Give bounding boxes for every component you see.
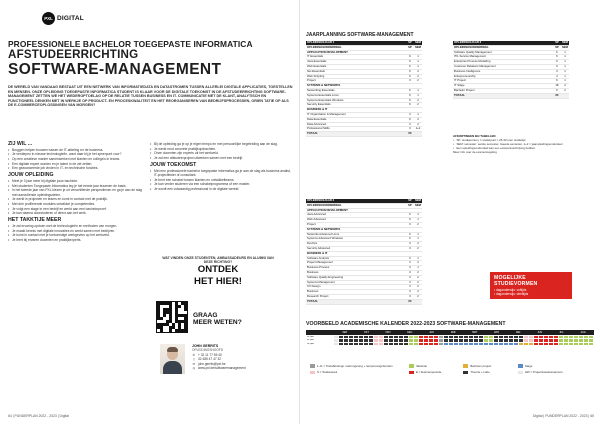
course-name-cell: Networks Advanced Linux <box>306 232 406 237</box>
credits-cell: 3 <box>406 246 414 251</box>
legend-label: Theorie + Labo <box>470 370 490 375</box>
course-name-cell: Research Project <box>306 294 406 299</box>
credits-cell: SP <box>553 41 561 45</box>
web-icon: ◎ <box>192 366 196 371</box>
list-item: • Op een creatieve manier samenwerken met klanten en collega's in teams. <box>8 157 143 161</box>
semester-cell: 1 <box>414 266 422 271</box>
credits-cell: 6 <box>406 64 414 69</box>
list-item: • Bruggen helpen bouwen tussen de IT-afdeling en de business. <box>8 148 143 152</box>
more-info-heading <box>193 312 242 327</box>
credits-cell: 3 <box>406 261 414 266</box>
course-name-cell: Business Intelligence <box>453 69 553 74</box>
list-item: • Een opleidingsonderdeel kan een exameninschrijving hebben <box>453 147 591 151</box>
credits-cell: 6 <box>406 55 414 60</box>
semester-cell: 2 <box>414 222 422 227</box>
course-name-cell: Project <box>306 222 406 227</box>
semester-cell <box>414 299 422 304</box>
course-name-cell: SYSTEMS & NETWORKS <box>306 227 406 232</box>
course-name-cell: Data Advanced <box>306 122 406 127</box>
course-name-cell: OPLEIDINGSJAAR 2 <box>306 199 406 203</box>
list-takktije <box>8 224 143 242</box>
semester-cell: 2 <box>414 290 422 295</box>
course-name-cell: APPLICATION DEVELOPMENT <box>306 50 406 55</box>
credits-cell: 3 <box>406 122 414 127</box>
legend-label: E = Examenperiode <box>415 370 442 375</box>
course-name-cell: OPLEIDINGSONDERDEEL <box>306 45 406 50</box>
calendar-legend <box>310 364 592 374</box>
course-name-cell: Business <box>306 270 406 275</box>
semester-cell: SEM <box>561 41 568 44</box>
legend-swatch <box>518 364 523 367</box>
course-name-cell: OPLEIDINGSONDERDEEL <box>306 203 406 208</box>
credits-cell: 60 <box>553 93 561 98</box>
list-item: • SP: studiepunten, 1 studiepunt = 25-30 uren studietijd <box>453 139 591 143</box>
semester-cell: 1+2 <box>415 126 421 131</box>
course-name-cell: OPLEIDINGSJAAR 3 <box>453 41 553 45</box>
notes-list <box>453 139 591 151</box>
calendar-title: VOORBEELD ACADEMISCHE KALENDER 2022-2023 SOFTWARE-MANAGEMENT <box>306 321 506 327</box>
legend-swatch <box>463 371 468 374</box>
footer-left: 64 | PUNDERPLAN 2022 - 2023 | Digital <box>8 414 69 418</box>
month-label: SEP <box>342 331 348 334</box>
course-name-cell: Systems Essentials Windows <box>306 98 406 103</box>
course-name-cell: SYSTEMS & NETWORKS <box>306 84 406 89</box>
course-name-cell: Software Analysis <box>306 256 406 261</box>
credits-cell: 6 <box>406 232 414 237</box>
credits-cell: 60 <box>406 299 414 304</box>
pxl-logo-mark: PXL <box>42 12 55 25</box>
semester-cell: 1 <box>414 60 422 65</box>
legend-label: Vakantie <box>415 364 427 368</box>
credits-cell: 3 <box>406 222 414 227</box>
month-label: MRT <box>472 331 478 334</box>
footer-right: Digital | PUNDERPLAN 2022 - 2023 | 65 <box>533 414 594 418</box>
semester-cell: 1 <box>561 69 569 74</box>
list-item: • Je kan verder studeren via een schakelprogramma of een master. <box>150 182 292 186</box>
course-name-cell: Professional Skills <box>306 127 406 132</box>
month-label: AUG <box>580 331 586 334</box>
study-forms-list <box>494 288 568 296</box>
legend-label: Stage <box>524 364 533 368</box>
course-name-cell: IT Organization & Management <box>306 112 406 117</box>
semester-cell: 1 <box>414 93 422 98</box>
course-name-cell: BUSINESS & IT <box>306 251 406 256</box>
academic-calendar <box>306 330 594 346</box>
legend-label: 1-JL = Toets/Eindopp. leefomgeving + leerprocesgebonden <box>317 364 393 368</box>
semester-cell: 1 <box>561 79 569 84</box>
list-item: • Met studenten Toegepaste Informatica leg je het eerste jaar tezamen de basis. <box>8 184 143 188</box>
credits-cell: 60 <box>406 132 414 137</box>
list-opleiding <box>8 179 143 215</box>
calendar-row-label: 1e jaar <box>307 335 315 338</box>
semester-cell: 2 <box>414 74 422 79</box>
course-name-cell: OPLEIDINGSONDERDEEL <box>453 45 553 50</box>
notes-heading: AFKORTINGEN BIJ TABELLEN <box>453 134 496 138</box>
credits-cell: 6 <box>406 103 414 108</box>
section-heading-zij-wil: ZIJ WIL ... <box>8 141 33 147</box>
legend-swatch <box>463 364 468 367</box>
course-name-cell: IT Essentials <box>306 55 406 60</box>
credits-cell: 3 <box>406 79 414 84</box>
month-label: NOV <box>385 331 391 334</box>
list-item: • Je werkt rond concrete praktijkopdrachten. <box>150 147 292 151</box>
course-name-cell: Net Essentials <box>306 69 406 74</box>
course-name-cell: ITIL Service Management <box>453 55 553 60</box>
course-name-cell: Software Quality Engineering <box>306 275 406 280</box>
year-1-table <box>306 41 422 137</box>
semester-cell: 2 <box>414 103 422 108</box>
credits-cell: 6 <box>553 60 561 65</box>
course-name-cell: Bachelor Project <box>453 88 553 93</box>
legend-label: HW = Projectsweek/examens <box>524 370 563 375</box>
credits-cell: 6 <box>406 88 414 93</box>
list-extra <box>150 142 292 160</box>
list-item: • Een digitale expert worden en je talent in de zet zetten. <box>8 162 143 166</box>
list-item: • Meet je 3 jaar meer bij digitale jouw bachelor. <box>8 179 143 183</box>
semester-cell: 2 <box>414 261 422 266</box>
contact-role: OPLEIDINGSHOOFD <box>192 348 223 353</box>
contact-phone-2[interactable]: 32 485 47 47 32 <box>198 357 222 362</box>
legend-swatch <box>310 364 315 367</box>
callout-ontdek[interactable]: ONTDEK <box>197 264 239 276</box>
calendar-row-label: 2e jaar <box>307 339 315 342</box>
semester-cell: 1 <box>414 88 422 93</box>
calendar-week-cell <box>589 343 594 347</box>
contact-block <box>192 344 246 370</box>
course-name-cell: Systems Advanced Windows <box>306 237 406 242</box>
legend-swatch <box>310 371 315 374</box>
semester-cell: 2 <box>414 294 422 299</box>
credits-cell: 6 <box>406 117 414 122</box>
course-name-cell: APPLICATION DEVELOPMENT <box>306 208 406 213</box>
semester-cell: 2 <box>561 84 569 89</box>
list-item: • dagonderwijs: deeltijds <box>494 292 568 296</box>
legend-item <box>463 370 512 374</box>
table-row <box>306 132 422 137</box>
semester-cell: 2 <box>414 98 422 103</box>
list-item: • Je zal ervaring opdoen met de technologieën en methoden van morgen. <box>8 224 143 228</box>
month-label: APR <box>494 331 499 334</box>
section-heading-takktije: HET TAKKTIJE MEER <box>8 217 62 224</box>
more-info-line-2: MEER WETEN? <box>193 319 242 327</box>
intro-paragraph: DE WERELD VAN VANDAAG BESTAAT UIT EEN NETWERK VAN INFORMATIEDATA EN DATASTROMEN TUSSEN ALLERLEI DIGITALE APPLICATIES, TOESTELLEN EN MENSEN. ONZE OPLEIDING TOEGEPASTE INFORMATICA STUDENT IS KLAAR VOOR DE DIGITALE TOEKOMST IN DE AFSTUDEERRICHTING SOFTWARE-MANAGEMENT ZETTEN WE HET WEDEROPTOELAG OP DE RELATIE TUSSEN BUSINESS EN IT. COMMUNICATIE MET DE KLANT, ANALYTISCH EN FUNCTIONEEL DENKEN MET IN WERKJE OP PRODUCT- EN PROCESKWALITEIT EN HET REORGANISEREN VAN BEDRIJFSPROCESSEN, ORIEN TATIE OP ALS DE E-COMMERCEOPLOSSINGEN VAN MORGEN? <box>8 85 293 108</box>
study-forms-box <box>490 272 572 299</box>
credits-cell: SP <box>406 41 414 45</box>
semester-cell: 2 <box>414 280 422 285</box>
course-name-cell: Java Essentials <box>306 60 406 65</box>
email-icon: ✉ <box>192 361 196 366</box>
list-item: • Je werkt in projecten en teams en komt in contact met de praktijk. <box>8 197 143 201</box>
semester-cell: 2 <box>414 275 422 280</box>
list-item: • Je kan daarna doorstuderen of direct aan het werk. <box>8 211 143 215</box>
semester-cell: SEM <box>561 45 568 49</box>
legend-item <box>518 370 592 374</box>
course-name-cell: Entrepreneurship <box>453 74 553 79</box>
pxl-digital-logo <box>42 12 84 25</box>
credits-cell: 6 <box>553 88 561 93</box>
legend-item <box>409 370 458 374</box>
notes-extra[interactable]: Meer info over de examenregeling <box>453 149 497 154</box>
table-notes <box>453 135 591 155</box>
semester-cell: 1 <box>414 55 422 60</box>
list-toekomst <box>150 169 292 191</box>
credits-cell: 6 <box>406 218 414 223</box>
calendar-months <box>306 330 594 335</box>
phone-icon: ✆ <box>192 352 196 357</box>
logo-name: DIGITAL <box>57 15 84 22</box>
more-info-line-1: GRAAG <box>193 312 218 319</box>
course-name-cell: IT Project <box>453 79 553 84</box>
semester-cell: 1 <box>561 50 569 55</box>
course-name-cell: Project Management <box>306 261 406 266</box>
semester-cell: SEM <box>414 41 421 44</box>
legend-label: S = Studieweek <box>317 370 338 375</box>
course-name-cell: TOTAAL <box>306 299 406 304</box>
legend-label: Bachelor project <box>470 364 492 368</box>
credits-cell: 6 <box>553 55 561 60</box>
list-item: • dagonderwijs: voltijds <box>494 288 568 292</box>
course-name-cell: Data Essentials <box>306 117 406 122</box>
course-name-cell: Enterprise Process Modelling <box>453 60 553 65</box>
credits-cell: 6 <box>553 64 561 69</box>
course-name-cell: Systems Management <box>306 280 406 285</box>
list-item: • Je leert bij ervaren docenten en praktijkexperts. <box>8 238 143 242</box>
semester-cell: 2 <box>414 122 422 127</box>
credits-cell: 3 <box>406 280 414 285</box>
semester-cell <box>414 132 422 137</box>
semester-cell: 1 <box>561 60 569 65</box>
course-name-cell: Customer Relations Management <box>453 64 553 69</box>
course-name-cell: Security Essentials <box>306 103 406 108</box>
year-2-table <box>306 199 422 305</box>
legend-swatch <box>518 371 523 374</box>
credits-cell: 3 <box>406 285 414 290</box>
course-name-cell: TOTAAL <box>306 132 406 137</box>
list-item: • Je bent een schakel tussen klanten en ontwikkelteams. <box>150 178 292 182</box>
course-name-cell: Security Advanced <box>306 246 406 251</box>
credits-cell: 3 <box>406 112 414 117</box>
month-label: FEB <box>450 331 456 334</box>
calendar-row-label: 3e jaar <box>307 342 315 345</box>
course-name-cell: Systems Essentials Linux <box>306 93 406 98</box>
list-item: • Je wordt een volwaardig professional in de digitale wereld. <box>150 187 292 191</box>
semester-cell: 1 <box>414 232 422 237</box>
list-item: • SEM: semester: eerste semester, tweede semester, 1+2 = jaaropleidingsonderdeel <box>453 143 591 147</box>
legend-swatch <box>409 371 414 374</box>
course-name-cell: DevOps <box>306 242 406 247</box>
semester-cell: 2 <box>414 69 422 74</box>
legend-item <box>463 364 512 368</box>
calendar-grid <box>306 336 594 347</box>
credits-cell: 6 <box>406 60 414 65</box>
course-name-cell: Business <box>306 290 406 295</box>
list-item: • Je komt in contact met je toekomstige werkgevers op het werkveld. <box>8 233 143 237</box>
contact-phone-1[interactable]: + 32 11 77 55 40 <box>198 352 222 357</box>
semester-cell: 2 <box>414 246 422 251</box>
semester-cell: 2 <box>414 242 422 247</box>
credits-cell: 3 <box>406 270 414 275</box>
list-item: • Met drie profilerende modules ontwikkel je competenties. <box>8 202 143 206</box>
course-name-cell: OPLEIDINGSJAAR 1 <box>306 41 406 45</box>
semester-cell: 1 <box>561 64 569 69</box>
legend-item <box>310 370 404 374</box>
credits-cell: 6 <box>406 256 414 261</box>
credits-cell: 6 <box>406 237 414 242</box>
semester-cell: 2 <box>414 270 422 275</box>
qr-code[interactable] <box>156 301 188 333</box>
study-forms-title: MOGELIJKE STUDIEVORMEN <box>494 275 538 287</box>
credits-cell: 3 <box>406 242 414 247</box>
semester-cell: 1 <box>414 237 422 242</box>
course-name-cell: IT Stage <box>453 84 553 89</box>
credits-cell: 3 <box>553 69 561 74</box>
credits-cell: 6 <box>406 213 414 218</box>
course-name-cell: Project <box>306 79 406 84</box>
credits-cell: 18 <box>553 84 561 89</box>
credits-cell: 6 <box>406 98 414 103</box>
credits-cell: 6 <box>406 93 414 98</box>
list-item: • Je verdiepen in nieuwe technologieën, want daar bij je het speerpunt voor? <box>8 152 143 156</box>
month-label: JUL <box>559 331 564 334</box>
course-name-cell: Web Essentials <box>306 64 406 69</box>
list-item: • Je zal een afstudeerproject uitwerken samen met een bedrijf. <box>150 156 292 160</box>
list-item: • Je volgt een stage in een bedrijf en werkt aan een bachelorproef. <box>8 207 143 211</box>
course-name-cell: UX Design <box>306 285 406 290</box>
course-name-cell: Java Advanced <box>306 213 406 218</box>
legend-item <box>518 364 592 368</box>
table-row <box>453 93 569 98</box>
course-name-cell: BUSINESS & IT <box>306 108 406 113</box>
month-label: OKT <box>364 331 369 334</box>
discover-callout <box>158 256 278 287</box>
credits-cell: SP <box>406 45 414 50</box>
callout-hier[interactable]: HET HIER! <box>194 275 242 287</box>
credits-cell: 3 <box>553 74 561 79</box>
credits-cell: 6 <box>553 79 561 84</box>
list-zij-wil <box>8 148 143 171</box>
title-line-1: AFSTUDEERRICHTING <box>8 48 139 61</box>
list-item: • Een geavanceerde job vinden in IT- en technische functies. <box>8 166 143 170</box>
table-row <box>306 299 422 304</box>
semester-cell: 2 <box>414 285 422 290</box>
contact-name: JOHN GERRITS <box>192 344 219 348</box>
semester-cell: 1 <box>414 64 422 69</box>
course-name-cell: TOTAAL <box>453 93 553 98</box>
semester-cell: SEM <box>414 199 421 202</box>
list-item: • In het tweede jaar van PXL kiezen je uit verschillende perspectieven en ga je aan de slag met aanvullende opleidingsdelen. <box>8 188 143 196</box>
credits-cell: 3 <box>406 294 414 299</box>
legend-item <box>310 364 404 368</box>
semester-cell: 2 <box>561 88 569 93</box>
semester-cell: SEM <box>414 203 421 207</box>
credits-cell: 6 <box>406 74 414 79</box>
program-kicker: PROFESSIONELE BACHELOR TOEGEPASTE INFORMATICA <box>8 39 253 49</box>
course-name-cell: Business Process <box>306 266 406 271</box>
right-page <box>300 0 600 424</box>
list-item: • Bij de opleiding ga je op je eigen tempo en met persoonlijke begeleiding aan de slag. <box>150 142 292 146</box>
credits-cell: 3 <box>406 290 414 295</box>
legend-swatch <box>409 364 414 367</box>
section-heading-toekomst: JOUW TOEKOMST <box>150 162 197 169</box>
month-label: DEC <box>407 331 413 334</box>
list-item: • Onze docenten zijn experts uit het werkveld. <box>150 151 292 155</box>
contact-email[interactable]: john.gerrits@pxl.be <box>198 361 226 366</box>
callout-question: WAT VINDEN ONZE STUDENTEN, AMBASSADEURS EN ALUMNI VAN DEZE RICHTING? <box>162 256 274 265</box>
mobile-icon: ▯ <box>193 357 195 362</box>
month-label: MEI <box>516 331 521 334</box>
course-name-cell: Software Quality Management <box>453 50 553 55</box>
semester-cell: 2 <box>414 117 422 122</box>
contact-web[interactable]: www.pxl.be/softwaremanagement <box>198 366 246 371</box>
semester-cell: SEM <box>414 45 421 49</box>
semester-cell: 1 <box>561 55 569 60</box>
credits-cell: SP <box>406 203 414 208</box>
month-label: JUN <box>537 331 543 334</box>
course-name-cell: Web Scripting <box>306 74 406 79</box>
credits-cell: 6 <box>553 50 561 55</box>
month-blank <box>306 330 334 335</box>
list-item: • Je maakt kennis met digitale innovaties en werkt samen met bedrijven. <box>8 229 143 233</box>
course-name-cell: Web Advanced <box>306 218 406 223</box>
contact-photo <box>160 344 185 374</box>
semester-cell: 1 <box>561 74 569 79</box>
year-planning-title: JAARPLANNING SOFTWARE-MANAGEMENT <box>306 32 414 38</box>
credits-cell: SP <box>406 199 414 203</box>
year-3-table <box>453 41 569 99</box>
semester-cell: 1 <box>414 218 422 223</box>
month-label: JAN <box>429 331 434 334</box>
semester-cell <box>561 93 569 98</box>
section-heading-opleiding: JOUW OPLEIDING <box>8 172 54 179</box>
credits-cell: SP <box>553 45 561 50</box>
semester-cell: 1 <box>414 112 422 117</box>
semester-cell: 1 <box>414 213 422 218</box>
title-line-2: SOFTWARE-MANAGEMENT <box>8 61 222 78</box>
semester-cell: 1 <box>414 256 422 261</box>
column-b <box>150 142 292 192</box>
column-a <box>8 142 143 243</box>
credits-cell: 3 <box>406 275 414 280</box>
course-name-cell: Networking Essentials <box>306 88 406 93</box>
credits-cell: 6 <box>406 69 414 74</box>
credits-cell: 3 <box>406 127 414 132</box>
list-item: • Met een professionele bachelor toegepaste informatica ga je aan de slag als business analist, IT-projectleider of consultant. <box>150 169 292 177</box>
semester-cell: 2 <box>414 79 422 84</box>
legend-item <box>409 364 458 368</box>
credits-cell: 3 <box>406 266 414 271</box>
